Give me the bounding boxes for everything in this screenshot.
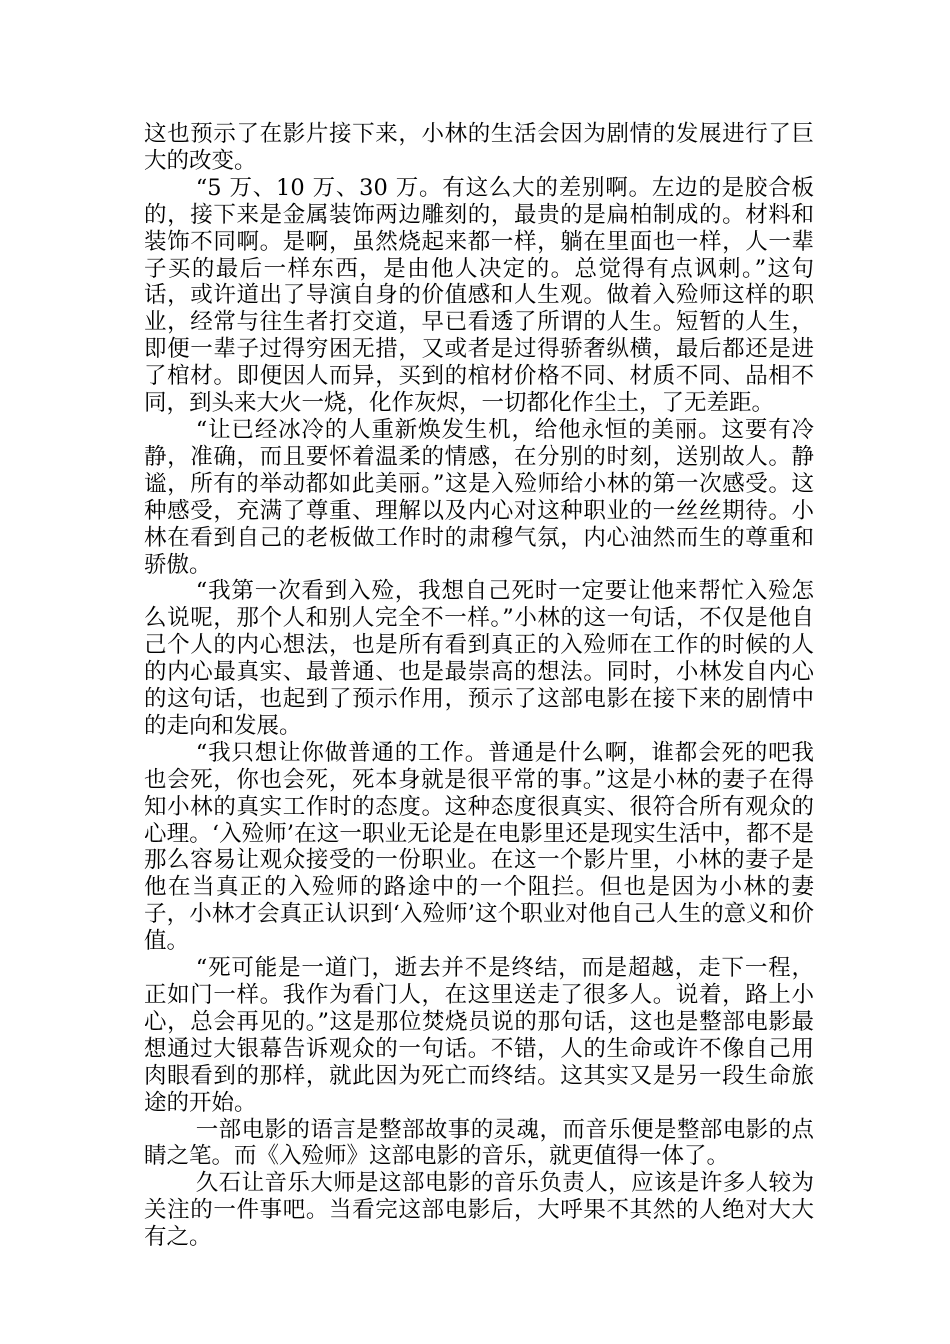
paragraph-joe-hisaishi: 久石让音乐大师是这部电影的音乐负责人，应该是许多人较为关注的一件事吧。当看完这部电影后，大呼果不其然的人绝对大大有之。 (144, 1170, 814, 1251)
document-page (144, 121, 814, 1251)
paragraph-death-door: “死可能是一道门，逝去并不是终结，而是超越，走下一程，正如门一样。我作为看门人，在这里送走了很多人。说着，路上小心，总会再见的。”这是那位焚烧员说的那句话，这也是整部电影最想通过大银幕告诉观众的一句话。不错，人的生命或许不像自己用肉眼看到的那样，就此因为死亡而终结。这其实又是另一段生命旅途的开始。 (144, 955, 814, 1116)
paragraph-film-music: 一部电影的语言是整部故事的灵魂，而音乐便是整部电影的点睛之笔。而《入殓师》这部电影的音乐，就更值得一体了。 (144, 1116, 814, 1170)
paragraph-first-encoffinment: “我第一次看到入殓，我想自己死时一定要让他来帮忙入殓怎么说呢，那个人和别人完全不一样。”小林的这一句话，不仅是他自己个人的内心想法，也是所有看到真正的入殓师在工作的时候的人的内心最真实、最普通、也是最崇高的想法。同时，小林发自内心的这句话，也起到了预示作用，预示了这部电影在接下来的剧情中的走向和发展。 (144, 578, 814, 739)
paragraph-continued: 这也预示了在影片接下来，小林的生活会因为剧情的发展进行了巨大的改变。 (144, 121, 814, 174)
paragraph-coffin-prices: “5 万、10 万、30 万。有这么大的差别啊。左边的是胶合板的，接下来是金属装饰两边雕刻的，最贵的是扁柏制成的。材料和装饰不同啊。是啊，虽然烧起来都一样，躺在里面也一样，人一辈子买的最后一样东西，是由他人决定的。总觉得有点讽刺。”这句话，或许道出了导演自身的价值感和人生观。做着入殓师这样的职业，经常与往生者打交道，早已看透了所谓的人生。短暂的人生，即便一辈子过得穷困无措，又或者是过得骄奢纵横，最后都还是进了棺材。即便因人而异，买到的棺材价格不同、材质不同、品相不同，到头来大火一烧，化作灰烬，一切都化作尘土，了无差距。 (144, 174, 814, 417)
paragraph-first-impression: “让已经冰冷的人重新焕发生机，给他永恒的美丽。这要有冷静，准确，而且要怀着温柔的情感，在分别的时刻，送别故人。静谧，所有的举动都如此美丽。”这是入殓师给小林的第一次感受。这种感受，充满了尊重、理解以及内心对这种职业的一丝丝期待。小林在看到自己的老板做工作时的肃穆气氛，内心油然而生的尊重和骄傲。 (144, 416, 814, 578)
paragraph-wife-attitude: “我只想让你做普通的工作。普通是什么啊，谁都会死的吧我也会死，你也会死，死本身就是很平常的事。”这是小林的妻子在得知小林的真实工作时的态度。这种态度很真实、很符合所有观众的心理。‘入殓师’在这一职业无论是在电影里还是现实生活中，都不是那么容易让观众接受的一份职业。在这一个影片里，小林的妻子是他在当真正的入殓师的路途中的一个阻拦。但也是因为小林的妻子，小林才会真正认识到‘入殓师’这个职业对他自己人生的意义和价值。 (144, 739, 814, 955)
